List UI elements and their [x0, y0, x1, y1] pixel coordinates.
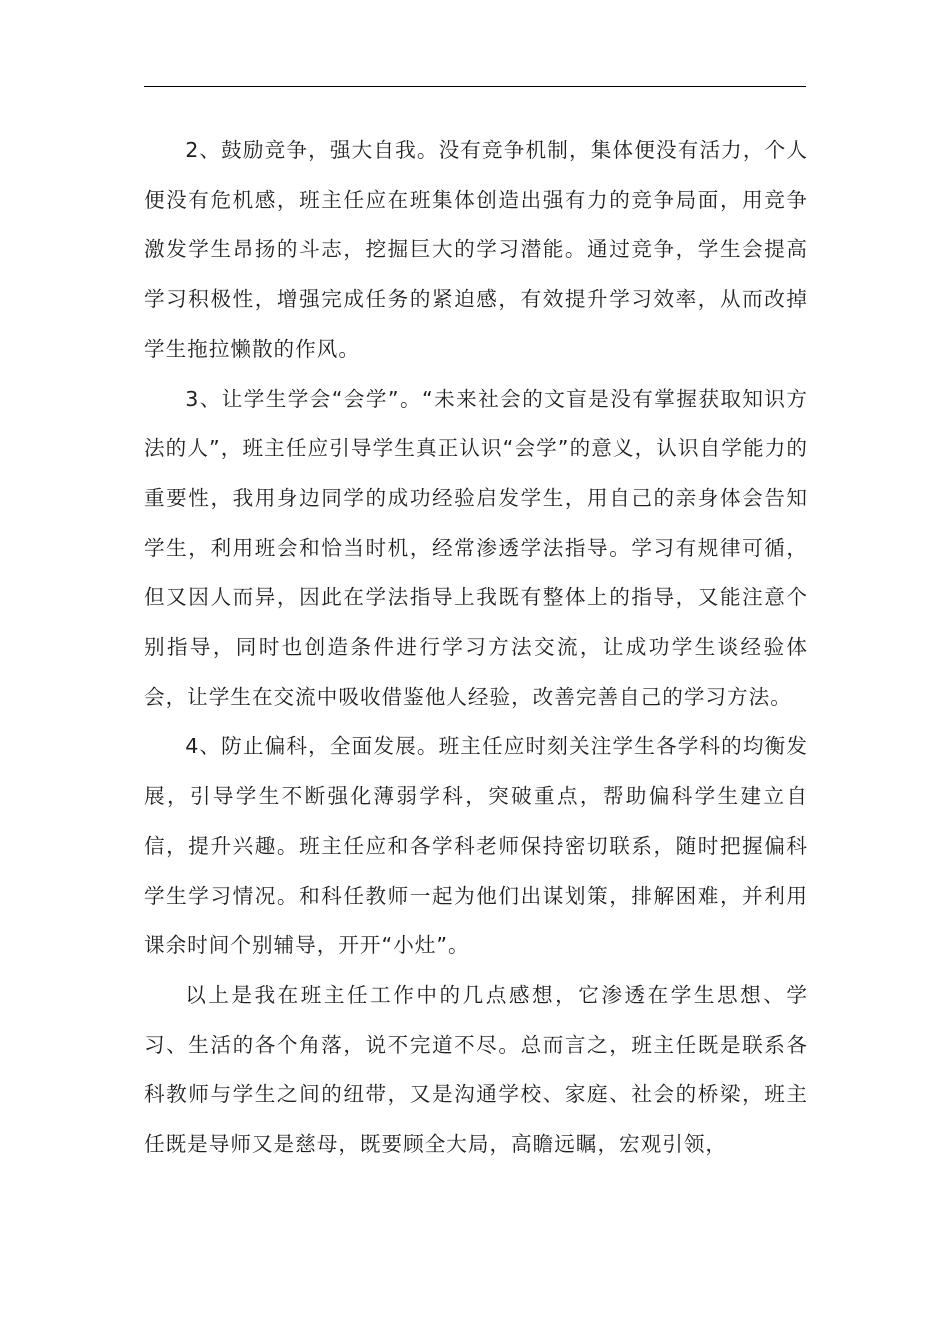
- paragraph-learn-how-to-learn: 3、让学生学会“会学”。“未来社会的文盲是没有掌握获取知识方法的人”，班主任应引导学生真正认识“会学”的意义，认识自学能力的重要性，我用身边同学的成功经验启发学生，用自己的亲身体会告知学生，利用班会和恰当时机，经常渗透学法指导。学习有规律可循，但又因人而异，因此在学法指导上我既有整体上的指导，又能注意个别指导，同时也创造条件进行学习方法交流，让成功学生谈经验体会，让学生在交流中吸收借鉴他人经验，改善完善自己的学习方法。: [144, 386, 808, 709]
- paragraph-prevent-subject-bias: 4、防止偏科，全面发展。班主任应时刻关注学生各学科的均衡发展，引导学生不断强化薄弱学科，突破重点，帮助偏科学生建立自信，提升兴趣。班主任应和各学科老师保持密切联系，随时把握偏科学生学习情况。和科任教师一起为他们出谋划策，排解困难，并利用课余时间个别辅导，开开“小灶”。: [144, 734, 808, 958]
- paragraph-summary: 以上是我在班主任工作中的几点感想，它渗透在学生思想、学习、生活的各个角落，说不完道不尽。总而言之，班主任既是联系各科教师与学生之间的纽带，又是沟通学校、家庭、社会的桥梁，班主任既是导师又是慈母，既要顾全大局，高瞻远瞩，宏观引领，: [144, 982, 808, 1157]
- header-rule: [144, 86, 806, 87]
- document-body: [144, 126, 808, 1170]
- paragraph-encourage-competition: 2、鼓励竞争，强大自我。没有竞争机制，集体便没有活力，个人便没有危机感，班主任应在班集体创造出强有力的竞争局面，用竞争激发学生昂扬的斗志，挖掘巨大的学习潜能。通过竞争，学生会提高学习积极性，增强完成任务的紧迫感，有效提升学习效率，从而改掉学生拖拉懒散的作风。: [144, 138, 808, 361]
